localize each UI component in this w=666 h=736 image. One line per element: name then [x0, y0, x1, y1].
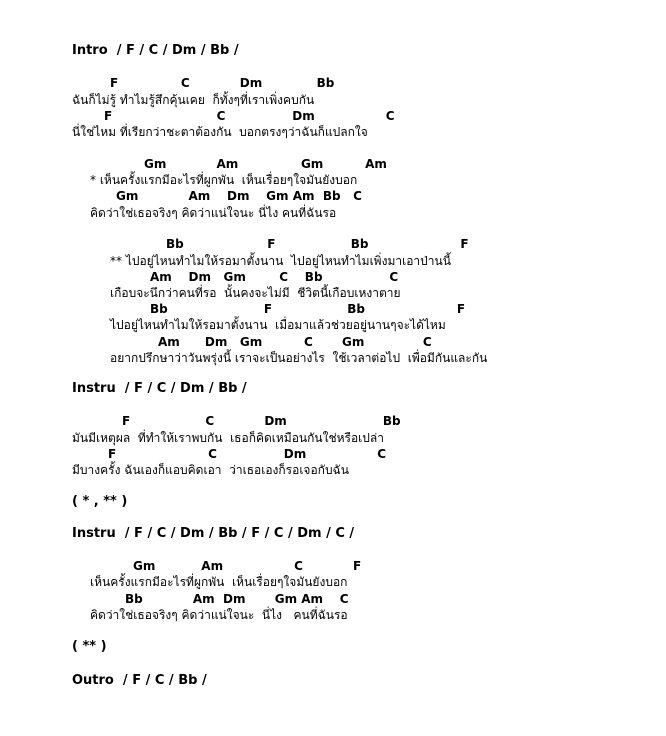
chorus2-lyric-2: เกือบจะนึกว่าคนที่รอ นั้นคงจะไม่มี ชีวิตนี้เกือบเหงาตาย [110, 286, 401, 300]
chorus3-lyric-2: คิดว่าใช่เธอจริงๆ คิดว่าแน่ใจนะ นี่ไง คนที่ฉันรอ [90, 608, 348, 622]
verse2-chords-1: F C Dm Bb [122, 414, 401, 428]
verse2-lyric-2: มีบางครั้ง ฉันเองก็แอบคิดเอา ว่าเธอเองก็รอเจอกับฉัน [72, 463, 349, 477]
outro-line: Outro / F / C / Bb / [72, 673, 207, 688]
repeat-line-1: ( * , ** ) [72, 494, 128, 509]
chorus2-chords-1: Bb F Bb F [166, 237, 469, 251]
verse1-chords-2: F C Dm C [104, 109, 395, 123]
chorus2-lyric-1: ** ไปอยู่ไหนทำไมให้รอมาตั้งนาน ไปอยู่ไหนทำไมเพิ่งมาเอาป่านนี้ [110, 254, 451, 268]
verse1-lyric-2: นี่ใช่ไหม ที่เรียกว่าชะตาต้องกัน บอกตรงๆว่าฉันก็แปลกใจ [72, 125, 368, 139]
chorus3-chords-2: Bb Am Dm Gm Am C [125, 592, 349, 606]
chorus2-chords-2: Am Dm Gm C Bb C [150, 270, 399, 284]
instru-line-1: Instru / F / C / Dm / Bb / [72, 381, 247, 396]
chorus3-lyric-1: เห็นครั้งแรกมีอะไรที่ผูกพัน เห็นเรื่อยๆใจมันยังบอก [90, 575, 348, 589]
chorus1-chords-1: Gm Am Gm Am [144, 157, 387, 171]
chorus2-lyric-4: อยากปรึกษาว่าวันพรุ่งนี้ เราจะเป็นอย่างไร ใช้เวลาต่อไป เพื่อมีกันและกัน [110, 351, 488, 365]
verse1-lyric-1: ฉันก็ไม่รู้ ทำไมรู้สึกคุ้นเคย ก็ทั้งๆที่เราเพิ่งคบกัน [72, 93, 315, 107]
chorus2-lyric-3: ไปอยู่ไหนทำไมให้รอมาตั้งนาน เมื่อมาแล้วช่วยอยู่นานๆจะได้ไหม [110, 318, 446, 332]
verse1-chords-1: F C Dm Bb [110, 76, 335, 90]
chorus1-lyric-2: คิดว่าใช่เธอจริงๆ คิดว่าแน่ใจนะ นี่ไง คนที่ฉันรอ [90, 206, 337, 220]
chorus3-chords-1: Gm Am C F [133, 559, 362, 573]
verse2-chords-2: F C Dm C [108, 447, 387, 461]
chorus2-chords-3: Bb F Bb F [150, 302, 466, 316]
chorus1-chords-2: Gm Am Dm Gm Am Bb C [116, 189, 362, 203]
chorus1-lyric-1: * เห็นครั้งแรกมีอะไรที่ผูกพัน เห็นเรื่อยๆใจมันยังบอก [90, 173, 358, 187]
intro-line: Intro / F / C / Dm / Bb / [72, 43, 239, 58]
verse2-lyric-1: มันมีเหตุผล ที่ทำให้เราพบกัน เธอก็คิดเหมือนกันใช่หรือเปล่า [72, 431, 384, 445]
repeat-line-2: ( ** ) [72, 639, 107, 654]
instru-line-2: Instru / F / C / Dm / Bb / F / C / Dm / C / [72, 526, 355, 541]
chorus2-chords-4: Am Dm Gm C Gm C [158, 335, 432, 349]
